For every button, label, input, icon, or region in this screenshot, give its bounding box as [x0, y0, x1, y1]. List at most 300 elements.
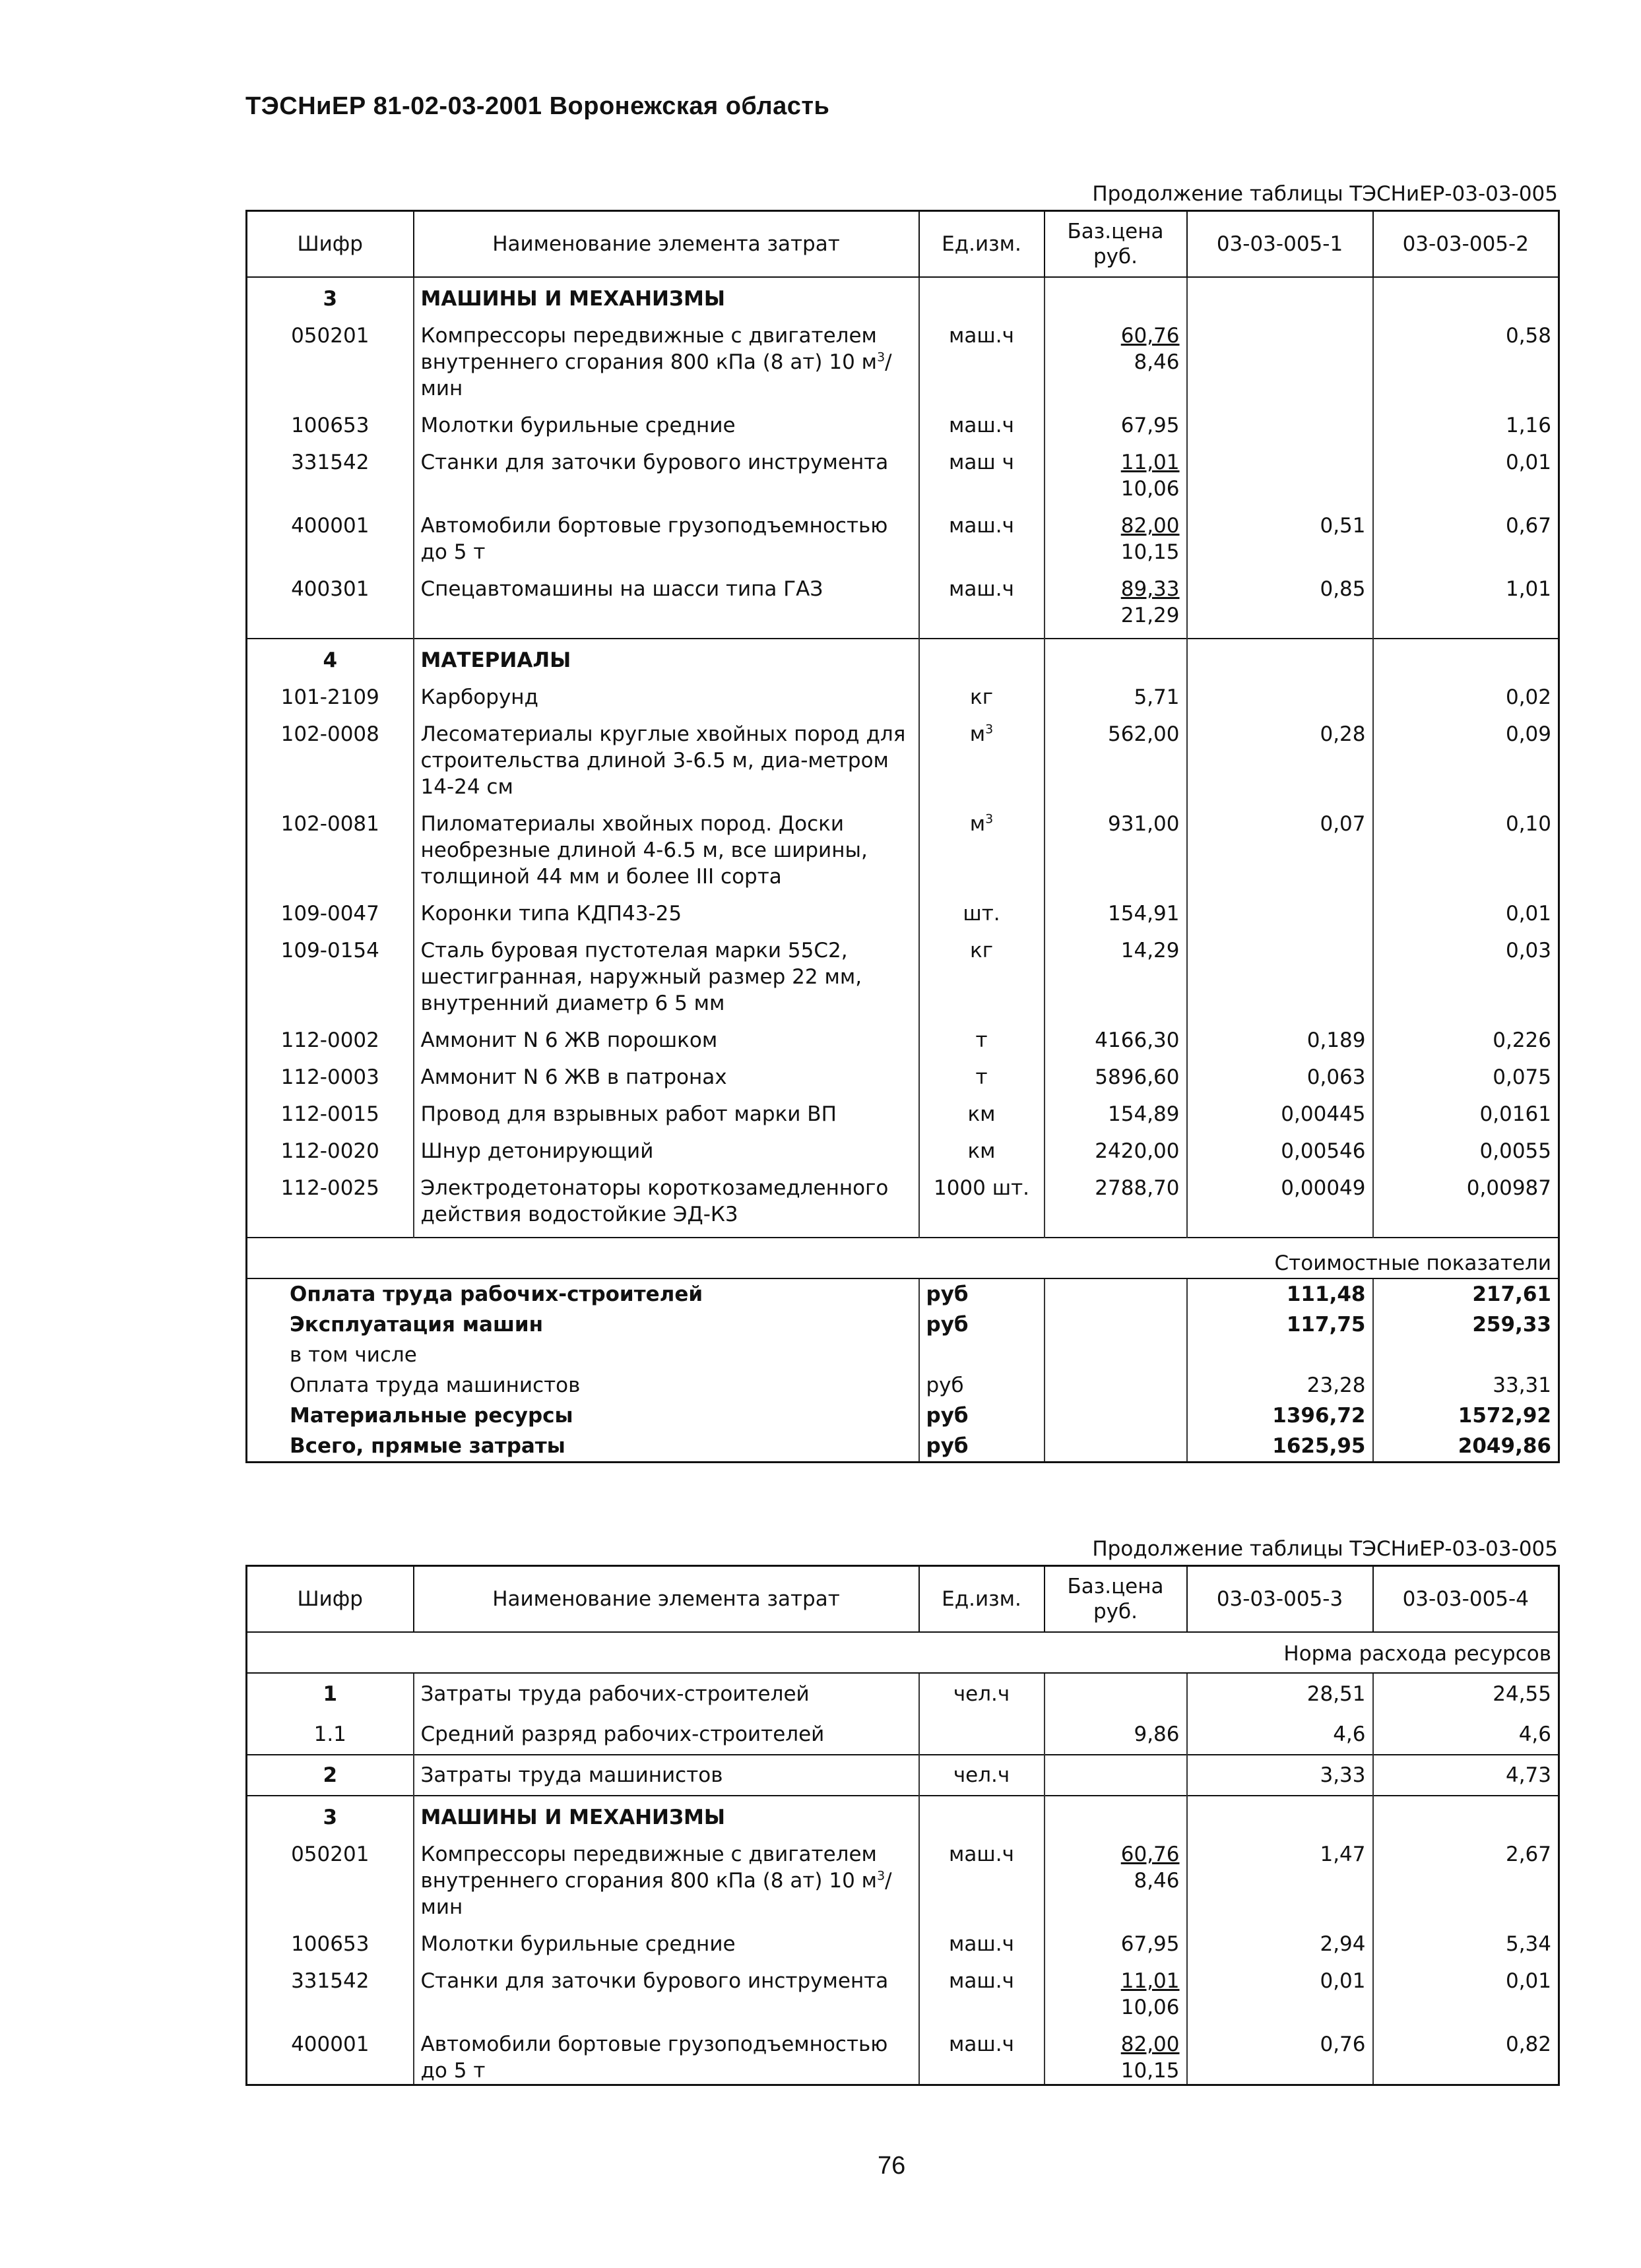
cell-col-a-text: 1,47	[1320, 1843, 1366, 1866]
cell-empty	[1373, 1228, 1559, 1238]
cell-empty	[1045, 1340, 1187, 1370]
cell-code-text: 102-0081	[280, 812, 379, 836]
section-title-text: МАТЕРИАЛЫ	[420, 648, 571, 672]
cell-col-a-text: 0,00546	[1281, 1139, 1366, 1163]
cell-name-tail: /мин	[420, 350, 892, 400]
summary-col-b	[1373, 1431, 1559, 1463]
cell-unit	[919, 674, 1045, 710]
summary-label	[247, 1278, 919, 1309]
cell-col-b	[1373, 565, 1559, 629]
cell-col-b-text: 0,67	[1505, 514, 1551, 538]
cell-price	[1045, 439, 1187, 502]
cell-col-a	[1187, 565, 1373, 629]
cell-code	[247, 402, 414, 439]
cell-col-b	[1373, 402, 1559, 439]
cell-name	[414, 927, 919, 1017]
cell-code-text: 109-0047	[280, 902, 379, 926]
summary-col-a	[1187, 1340, 1373, 1370]
spacer-row	[247, 629, 1559, 639]
table-row	[247, 890, 1559, 927]
cell-unit-sup: 3	[985, 811, 994, 827]
cell-col-b-text: 0,03	[1505, 939, 1551, 962]
cell-price-text: 2420,00	[1095, 1139, 1180, 1163]
cell-unit-text: м	[969, 722, 986, 746]
summary-col-b-text: 33,31	[1493, 1373, 1551, 1397]
header-price-line2: руб.	[1093, 245, 1138, 268]
cell-col-b	[1373, 890, 1559, 927]
cell-code	[247, 710, 414, 800]
cell-empty	[1187, 277, 1373, 312]
summary-unit-text: руб	[926, 1313, 969, 1337]
document-title: ТЭСНиЕР 81-02-03-2001 Воронежская область	[245, 92, 830, 120]
summary-col-a-text: 1625,95	[1272, 1434, 1366, 1458]
cell-col-b	[1373, 2021, 1559, 2085]
cell-col-a	[1187, 1054, 1373, 1090]
section-title-text: МАШИНЫ И МЕХАНИЗМЫ	[420, 1806, 725, 1829]
cell-code-text: 100653	[291, 1932, 370, 1956]
summary-col-b-text: 259,33	[1472, 1313, 1551, 1337]
cell-col-b-text: 2,67	[1505, 1843, 1551, 1866]
cell-unit	[919, 800, 1045, 890]
cell-name-text: Молотки бурильные средние	[420, 1932, 736, 1956]
header-price	[1045, 1566, 1187, 1633]
cell-unit	[919, 439, 1045, 502]
cell-unit-text: км	[967, 1139, 996, 1163]
page-number: 76	[878, 2152, 906, 2180]
section-title	[414, 1796, 919, 1831]
cell-col-b	[1373, 710, 1559, 800]
cell-col-a	[1187, 1090, 1373, 1127]
cell-unit	[919, 927, 1045, 1017]
cell-empty	[1045, 1278, 1187, 1309]
header-unit: Ед.изм.	[919, 1566, 1045, 1633]
cell-col-b	[1373, 1127, 1559, 1164]
cell-col-b-text: 0,58	[1505, 324, 1551, 348]
cell-col-a	[1187, 927, 1373, 1017]
header-name: Наименование элемента затрат	[414, 1566, 919, 1633]
table-row	[247, 1127, 1559, 1164]
cell-price	[1045, 890, 1187, 927]
cell-empty	[1187, 629, 1373, 639]
cell-price	[1045, 1054, 1187, 1090]
table-row	[247, 1920, 1559, 1957]
summary-label	[247, 1401, 919, 1431]
cell-unit-text: маш.ч	[949, 1969, 1014, 1993]
table-row	[247, 1164, 1559, 1228]
cell-code	[247, 1090, 414, 1127]
summary-unit	[919, 1370, 1045, 1401]
cell-empty	[414, 1228, 919, 1238]
cell-empty	[1373, 1796, 1559, 1831]
spacer-row	[247, 1228, 1559, 1238]
cell-unit	[919, 1164, 1045, 1228]
cell-col-b-text: 0,01	[1505, 1969, 1551, 1993]
cell-col-a	[1187, 312, 1373, 402]
summary-col-b-text: 1572,92	[1458, 1404, 1551, 1428]
summary-unit-text: руб	[926, 1373, 964, 1397]
summary-row	[247, 1340, 1559, 1370]
cell-col-b-text: 0,226	[1493, 1028, 1551, 1052]
cell-name	[414, 1714, 919, 1755]
cell-col-b-text: 0,02	[1505, 685, 1551, 709]
cell-code	[247, 1127, 414, 1164]
cell-price	[1045, 1127, 1187, 1164]
table-row	[247, 1054, 1559, 1090]
cell-price	[1045, 1755, 1187, 1796]
cell-unit-text: чел.ч	[953, 1763, 1010, 1787]
summary-col-b-text: 217,61	[1472, 1282, 1551, 1306]
cell-name	[414, 1673, 919, 1714]
cell-col-b-text: 0,0161	[1479, 1102, 1551, 1126]
norm-label-row	[247, 1632, 1559, 1673]
cell-col-b-text: 1,01	[1505, 577, 1551, 601]
section-number-text: 3	[323, 287, 338, 311]
price-value: 82,00	[1120, 2032, 1180, 2056]
cell-code-text: 109-0154	[280, 939, 379, 962]
cell-col-a-text: 2,94	[1320, 1932, 1366, 1956]
cost-indicators-label: Стоимостные показатели	[247, 1238, 1559, 1278]
cell-col-a	[1187, 890, 1373, 927]
cell-col-a	[1187, 439, 1373, 502]
cell-name-text: Спецавтомашины на шасси типа ГАЗ	[420, 577, 823, 601]
cell-col-a	[1187, 674, 1373, 710]
cell-col-b	[1373, 800, 1559, 890]
cell-name	[414, 1957, 919, 2021]
cell-unit-text: шт.	[963, 902, 1000, 926]
summary-row	[247, 1431, 1559, 1463]
cell-unit	[919, 502, 1045, 565]
cell-name	[414, 565, 919, 629]
cell-name-sup: 3	[877, 350, 885, 365]
cell-code-text: 050201	[291, 1843, 370, 1866]
cell-unit	[919, 312, 1045, 402]
norm-label: Норма расхода ресурсов	[247, 1632, 1559, 1673]
cell-name-text: Электродетонаторы короткозамедленного действия водостойкие ЭД-К3	[420, 1176, 889, 1226]
cell-empty	[1373, 639, 1559, 674]
cell-price	[1045, 402, 1187, 439]
summary-unit	[919, 1401, 1045, 1431]
cell-col-b	[1373, 439, 1559, 502]
header-price-line1: Баз.цена	[1067, 1575, 1164, 1598]
table1-header-row	[247, 211, 1559, 278]
cell-price-text: 2788,70	[1095, 1176, 1180, 1200]
cell-unit	[919, 1673, 1045, 1714]
cell-unit	[919, 1755, 1045, 1796]
table-row	[247, 1673, 1559, 1714]
resource-table-1	[245, 210, 1560, 1463]
cell-empty	[1045, 277, 1187, 312]
summary-row	[247, 1370, 1559, 1401]
table-row	[247, 1831, 1559, 1920]
summary-col-b-text: 2049,86	[1458, 1434, 1551, 1458]
cell-name-text: Шнур детонирующий	[420, 1139, 654, 1163]
price-value: 60,76	[1120, 1843, 1180, 1866]
cell-code	[247, 1017, 414, 1054]
cell-name	[414, 1127, 919, 1164]
section-header-row	[247, 277, 1559, 312]
cell-unit	[919, 1090, 1045, 1127]
summary-row	[247, 1309, 1559, 1340]
cell-name-text: Затраты труда машинистов	[420, 1763, 723, 1787]
cell-price-text: 931,00	[1108, 812, 1180, 836]
cell-col-b-text: 4,73	[1505, 1763, 1551, 1787]
cell-unit-text: маш.ч	[949, 1843, 1014, 1866]
header-col-a: 03-03-005-1	[1187, 211, 1373, 278]
section-number	[247, 1796, 414, 1831]
cell-col-b-text: 0,00987	[1466, 1176, 1551, 1200]
cell-code	[247, 1755, 414, 1796]
cell-col-a	[1187, 402, 1373, 439]
cell-code	[247, 439, 414, 502]
cell-code	[247, 565, 414, 629]
cell-unit	[919, 565, 1045, 629]
cell-price	[1045, 312, 1187, 402]
cell-unit-text: маш.ч	[949, 1932, 1014, 1956]
cell-name	[414, 1920, 919, 1957]
summary-label-text: Материальные ресурсы	[290, 1404, 573, 1428]
cell-col-a	[1187, 1755, 1373, 1796]
cell-price	[1045, 1714, 1187, 1755]
cell-name-text: Карборунд	[420, 685, 538, 709]
cell-col-a	[1187, 800, 1373, 890]
summary-col-b	[1373, 1370, 1559, 1401]
cell-code-text: 101-2109	[280, 685, 379, 709]
cell-name-text: Сталь буровая пустотелая марки 55С2, шестигранная, наружный размер 22 мм, внутренний диаметр 6 5 мм	[420, 939, 862, 1015]
cell-col-b	[1373, 502, 1559, 565]
cell-name-tail: /мин	[420, 1869, 892, 1919]
cell-col-b-text: 0,82	[1505, 2032, 1551, 2056]
summary-label-text: Эксплуатация машин	[290, 1313, 544, 1337]
section-title-text: МАШИНЫ И МЕХАНИЗМЫ	[420, 287, 725, 311]
cell-code-text: 050201	[291, 324, 370, 348]
cell-code-text: 112-0020	[280, 1139, 379, 1163]
price-secondary-value: 10,06	[1120, 477, 1180, 501]
cell-unit-text: т	[975, 1065, 988, 1089]
cell-code-text: 112-0002	[280, 1028, 379, 1052]
summary-label-text: в том числе	[290, 1343, 417, 1367]
cell-col-b	[1373, 1673, 1559, 1714]
cell-price	[1045, 1017, 1187, 1054]
summary-col-a	[1187, 1401, 1373, 1431]
cell-price-text: 4166,30	[1095, 1028, 1180, 1052]
cell-price	[1045, 1957, 1187, 2021]
cell-col-a-text: 3,33	[1320, 1763, 1366, 1787]
cell-unit	[919, 2021, 1045, 2085]
section-number	[247, 277, 414, 312]
cell-col-a-text: 4,6	[1333, 1722, 1366, 1746]
cell-code	[247, 1920, 414, 1957]
header-price-line1: Баз.цена	[1067, 220, 1164, 243]
header-name: Наименование элемента затрат	[414, 211, 919, 278]
cell-col-a-text: 0,063	[1306, 1065, 1366, 1089]
cell-empty	[1373, 629, 1559, 639]
summary-col-b	[1373, 1278, 1559, 1309]
cell-code-text: 400001	[291, 2032, 370, 2056]
cell-name-text: Автомобили бортовые грузоподъемностью до 5 т	[420, 514, 888, 564]
cell-code-text: 112-0015	[280, 1102, 379, 1126]
cell-code-text: 400301	[291, 577, 370, 601]
header-price	[1045, 211, 1187, 278]
cost-indicators-row	[247, 1238, 1559, 1278]
cell-unit-text: маш ч	[949, 451, 1014, 474]
cell-col-b	[1373, 1957, 1559, 2021]
cell-name	[414, 674, 919, 710]
cell-name	[414, 1017, 919, 1054]
cell-code-text: 331542	[291, 451, 370, 474]
cell-unit	[919, 1054, 1045, 1090]
cell-name	[414, 710, 919, 800]
cell-empty	[919, 629, 1045, 639]
summary-col-a	[1187, 1370, 1373, 1401]
cell-unit	[919, 710, 1045, 800]
cell-price	[1045, 800, 1187, 890]
cell-price-text: 5896,60	[1095, 1065, 1180, 1089]
price-value: 89,33	[1120, 577, 1180, 601]
cell-code-text: 112-0025	[280, 1176, 379, 1200]
cell-empty	[1045, 1431, 1187, 1463]
cell-col-a	[1187, 1714, 1373, 1755]
cell-code-text: 102-0008	[280, 722, 379, 746]
cell-unit-text: чел.ч	[953, 1682, 1010, 1706]
cell-empty	[1187, 639, 1373, 674]
cell-name	[414, 1755, 919, 1796]
cell-code	[247, 1957, 414, 2021]
summary-label-text: Оплата труда рабочих-строителей	[290, 1282, 703, 1306]
cell-code	[247, 1831, 414, 1920]
summary-row	[247, 1401, 1559, 1431]
summary-label-text: Всего, прямые затраты	[290, 1434, 565, 1458]
cell-empty	[1045, 1228, 1187, 1238]
cell-price-text: 14,29	[1120, 939, 1180, 962]
summary-unit	[919, 1340, 1045, 1370]
cell-code	[247, 674, 414, 710]
cell-empty	[414, 629, 919, 639]
price-secondary-value: 10,15	[1120, 2059, 1180, 2083]
section-header-row	[247, 1796, 1559, 1831]
price-value: 60,76	[1120, 324, 1180, 348]
price-value: 67,95	[1120, 1932, 1180, 1956]
cell-unit	[919, 1714, 1045, 1755]
cell-name-text: Молотки бурильные средние	[420, 414, 736, 437]
cell-unit-text: маш.ч	[949, 2032, 1014, 2056]
cell-col-b-text: 1,16	[1505, 414, 1551, 437]
price-value: 67,95	[1120, 414, 1180, 437]
cell-col-a	[1187, 1127, 1373, 1164]
cell-col-a	[1187, 502, 1373, 565]
price-secondary-value: 8,46	[1134, 350, 1180, 374]
cell-code	[247, 1164, 414, 1228]
price-value: 11,01	[1120, 451, 1180, 474]
cell-col-a	[1187, 1957, 1373, 2021]
cell-name	[414, 1054, 919, 1090]
header-col-a: 03-03-005-3	[1187, 1566, 1373, 1633]
cell-name	[414, 312, 919, 402]
section-number-text: 3	[323, 1806, 338, 1829]
cell-name	[414, 890, 919, 927]
cell-name-text: Лесоматериалы круглые хвойных пород для строительства длиной 3-6.5 м, диа-метром 14-24 см	[420, 722, 906, 799]
cell-code-text: 331542	[291, 1969, 370, 1993]
cell-price	[1045, 1831, 1187, 1920]
section-number-text: 4	[323, 648, 338, 672]
cell-col-b	[1373, 312, 1559, 402]
cell-name	[414, 1831, 919, 1920]
summary-col-a-text: 117,75	[1286, 1313, 1366, 1337]
cell-col-b	[1373, 1920, 1559, 1957]
table-row	[247, 565, 1559, 629]
cell-col-a	[1187, 2021, 1373, 2085]
cell-col-a-text: 0,51	[1320, 514, 1366, 538]
header-price-line2: руб.	[1093, 1600, 1138, 1623]
cell-name	[414, 502, 919, 565]
cell-code-text: 100653	[291, 414, 370, 437]
cell-unit-text: маш.ч	[949, 324, 1014, 348]
cell-col-b-text: 0,09	[1505, 722, 1551, 746]
cell-name-text: Компрессоры передвижные с двигателем внутреннего сгорания 800 кПа (8 ат) 10 м	[420, 1843, 878, 1893]
summary-unit-text: руб	[926, 1434, 969, 1458]
summary-col-a	[1187, 1309, 1373, 1340]
cell-empty	[1187, 1228, 1373, 1238]
cell-name	[414, 439, 919, 502]
cell-name-text: Затраты труда рабочих-строителей	[420, 1682, 810, 1706]
cell-col-a-text: 0,28	[1320, 722, 1366, 746]
cell-col-a-text: 0,85	[1320, 577, 1366, 601]
cell-empty	[1373, 277, 1559, 312]
table2-header-row	[247, 1566, 1559, 1633]
cell-col-a	[1187, 1831, 1373, 1920]
cell-unit-text: 1000 шт.	[933, 1176, 1030, 1200]
cell-unit-text: кг	[969, 939, 993, 962]
summary-label	[247, 1431, 919, 1463]
cell-unit-text: м	[969, 812, 986, 836]
cell-empty	[919, 639, 1045, 674]
cell-name-text: Провод для взрывных работ марки ВП	[420, 1102, 837, 1126]
cell-price	[1045, 1920, 1187, 1957]
table-row	[247, 502, 1559, 565]
summary-label	[247, 1370, 919, 1401]
cell-unit	[919, 1920, 1045, 1957]
cell-col-a-text: 0,07	[1320, 812, 1366, 836]
cell-col-a	[1187, 1164, 1373, 1228]
cell-empty	[247, 629, 414, 639]
cell-price-text: 5,71	[1134, 685, 1180, 709]
cell-unit-text: маш.ч	[949, 514, 1014, 538]
cell-col-a-text: 28,51	[1306, 1682, 1366, 1706]
table1-continuation-label: Продолжение таблицы ТЭСНиЕР-03-03-005	[1092, 182, 1558, 206]
cell-col-a	[1187, 1673, 1373, 1714]
price-secondary-value: 10,15	[1120, 540, 1180, 564]
cell-col-b-text: 24,55	[1493, 1682, 1551, 1706]
header-code: Шифр	[247, 211, 414, 278]
cell-col-a-text: 0,01	[1320, 1969, 1366, 1993]
summary-unit	[919, 1431, 1045, 1463]
cell-name	[414, 800, 919, 890]
table-row	[247, 674, 1559, 710]
resource-table-2	[245, 1565, 1560, 2086]
price-secondary-value: 21,29	[1120, 604, 1180, 627]
cell-code-text: 1	[323, 1682, 338, 1706]
cell-empty	[1045, 1796, 1187, 1831]
price-value: 82,00	[1120, 514, 1180, 538]
cell-col-a-text: 0,189	[1306, 1028, 1366, 1052]
section-number	[247, 639, 414, 674]
cell-empty	[1045, 1309, 1187, 1340]
cell-unit	[919, 402, 1045, 439]
price-secondary-value: 8,46	[1134, 1869, 1180, 1893]
cell-code	[247, 502, 414, 565]
cell-empty	[919, 277, 1045, 312]
cell-unit	[919, 890, 1045, 927]
cell-name	[414, 402, 919, 439]
